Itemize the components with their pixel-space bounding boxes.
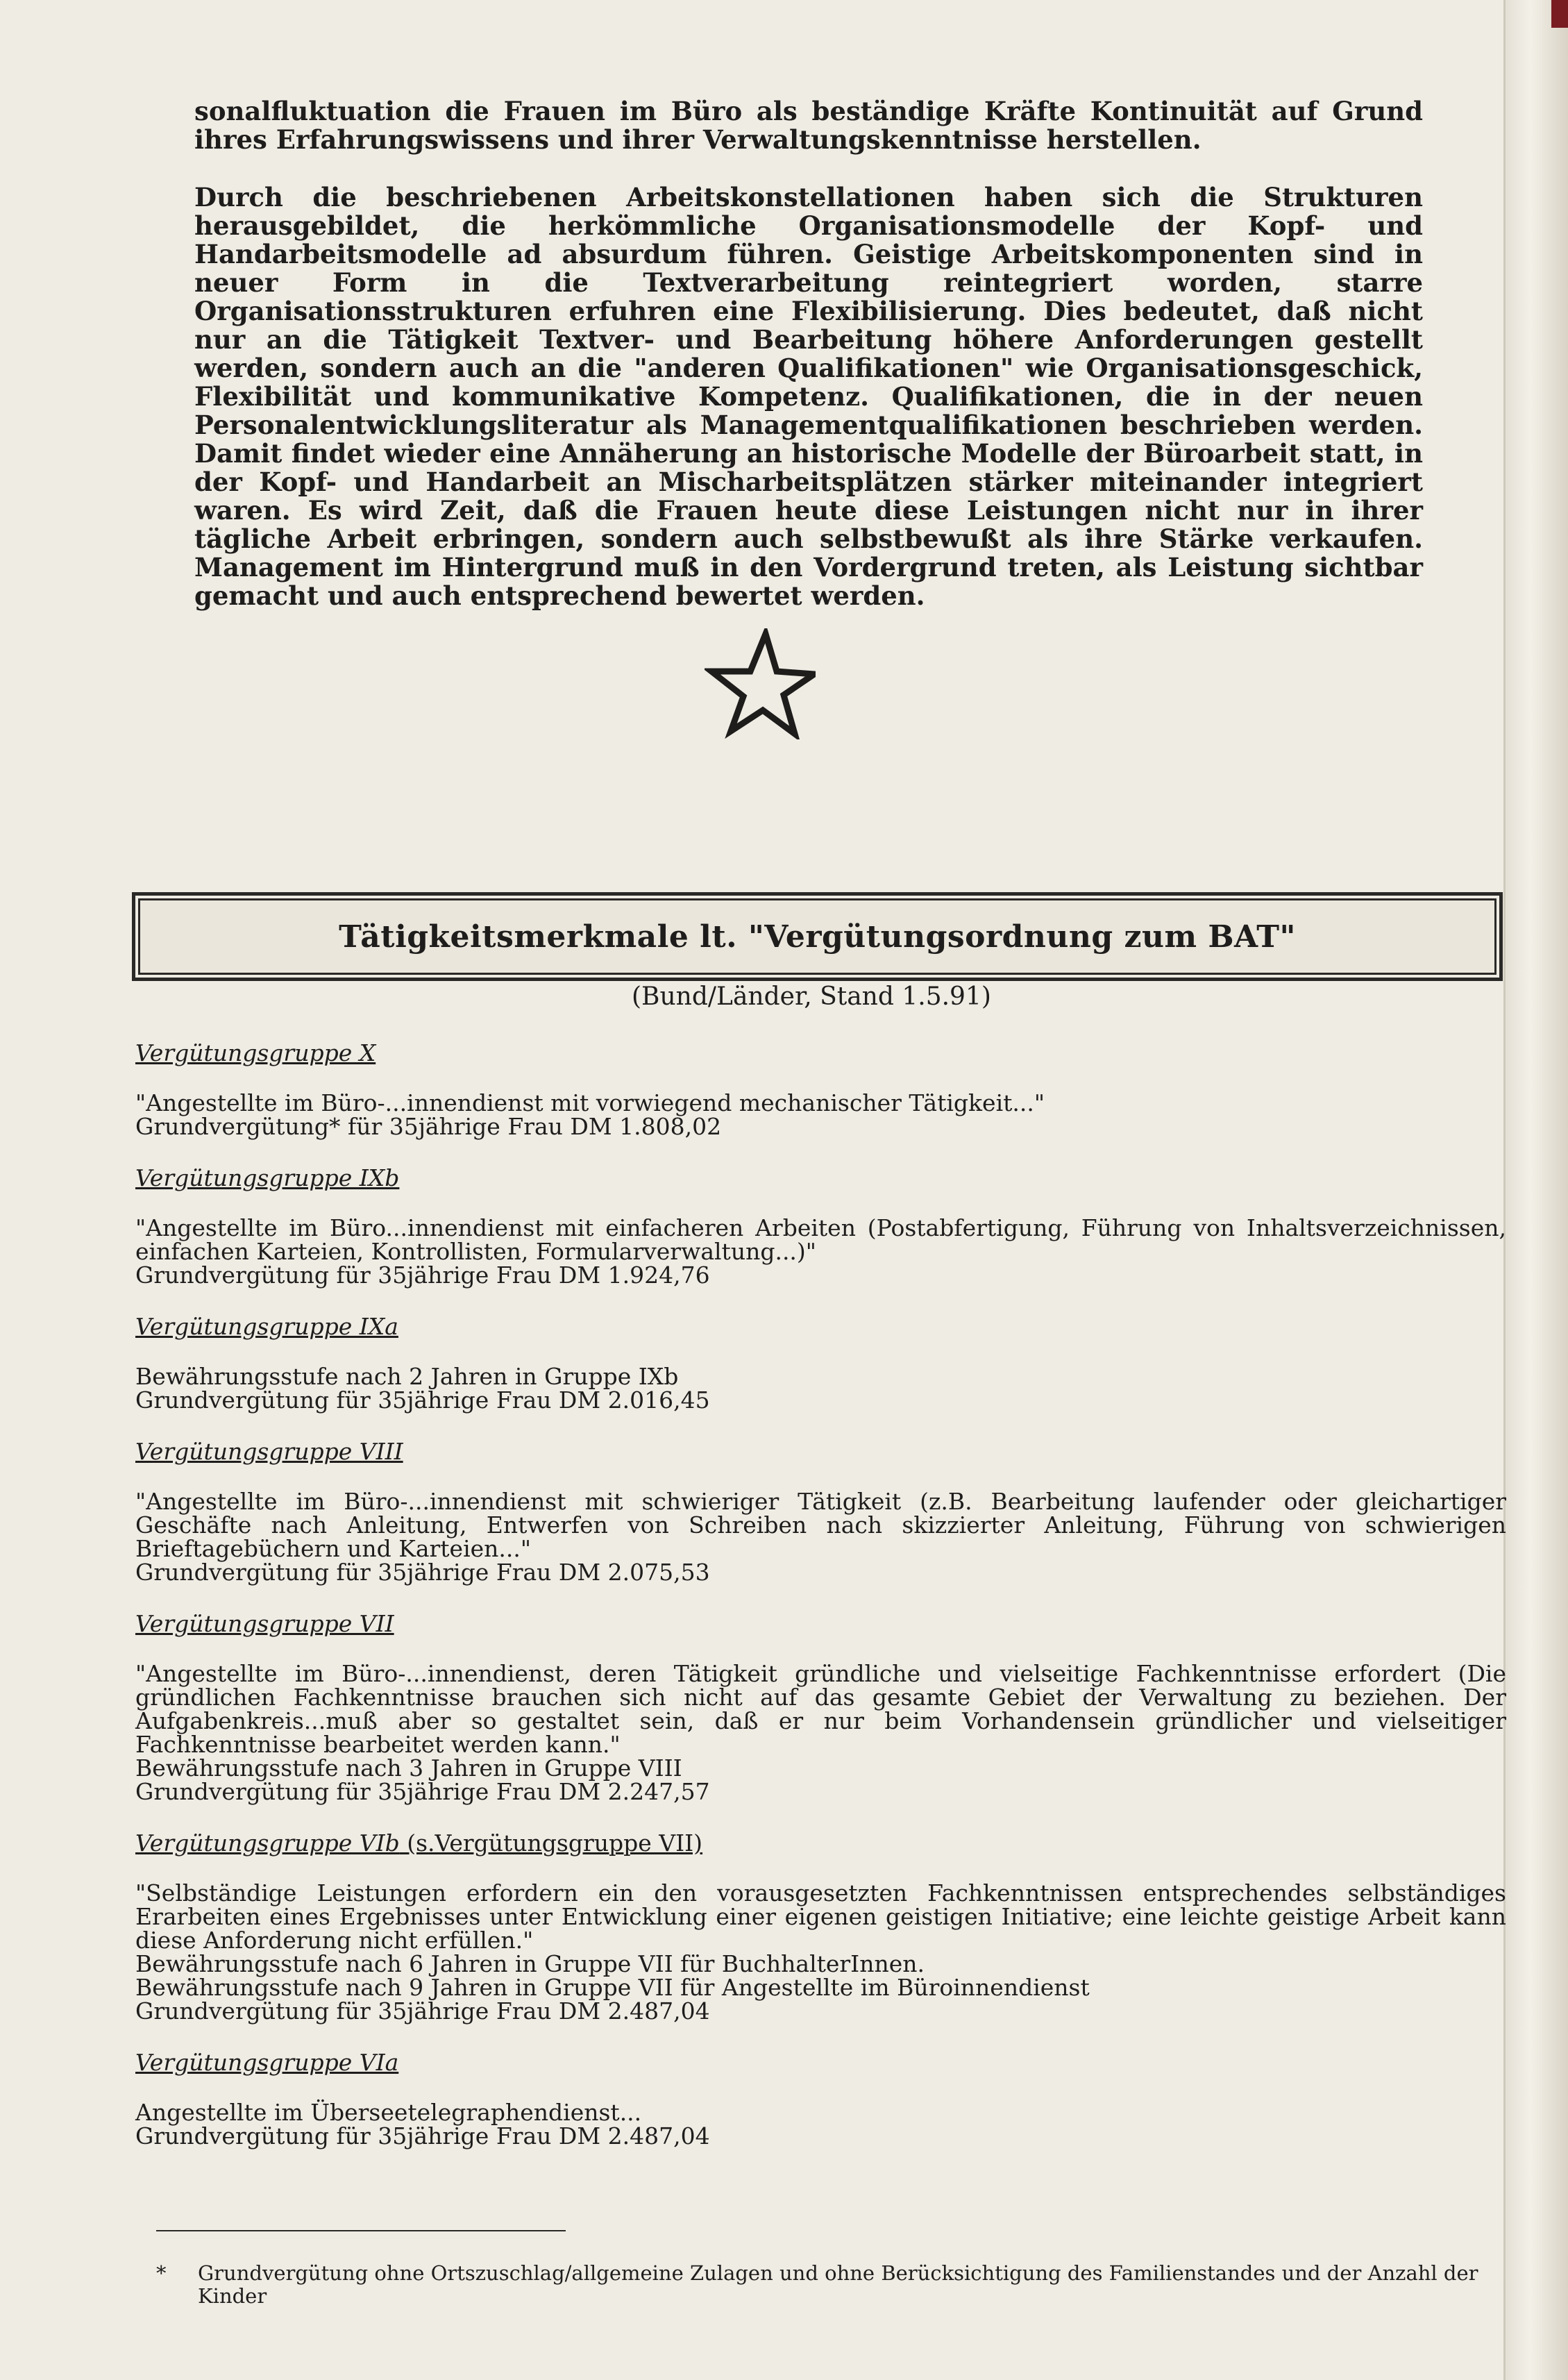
pay-group [135, 1315, 1506, 1412]
pay-group-body [135, 2101, 1506, 2148]
pay-group [135, 1166, 1506, 1287]
footnote-mark: * [156, 2261, 167, 2285]
pay-group-body [135, 1879, 1506, 2025]
intro-text [194, 97, 1423, 639]
pay-group-title: Vergütungsgruppe IXa [135, 1313, 398, 1340]
pay-group-line: Bewährungsstufe nach 3 Jahren in Gruppe VIII [135, 1754, 682, 1782]
intro-paragraph-1: sonalfluktuation die Frauen im Büro als beständige Kräfte Kontinuität auf Grund ihres Erfahrungswissens und ihrer Verwaltungskenntnisse herstellen. [194, 96, 1423, 155]
footnote-divider [156, 2230, 566, 2231]
pay-group-body [135, 1490, 1506, 1584]
pay-group-line: Grundvergütung für 35jährige Frau DM 2.487,04 [135, 1997, 710, 2025]
pay-group [135, 1612, 1506, 1804]
pay-group-heading [135, 1829, 1506, 1857]
pay-group-heading [135, 1440, 1506, 1464]
pay-group-line: "Angestellte im Büro-...innendienst, deren Tätigkeit gründliche und vielseitige Fachkenntnisse erfordert (Die gründlichen Fachkenntnisse brauchen sich nicht auf das gesamte Gebiet der Verwaltung zu beziehen. Der Aufgabenkreis...muß aber so gestaltet sein, daß er nur beim Vorhandensein gründlicher und vielseitiger Fachkenntnisse bearbeitet werden kann." [135, 1660, 1506, 1758]
pay-group-line: Grundvergütung für 35jährige Frau DM 1.924,76 [135, 1262, 710, 1289]
pay-group-body [135, 1365, 1506, 1412]
pay-group-title: Vergütungsgruppe X [135, 1039, 376, 1066]
pay-group-heading [135, 1166, 1506, 1190]
section-subtitle: (Bund/Länder, Stand 1.5.91) [632, 982, 991, 1011]
pay-group [135, 1440, 1506, 1584]
pay-group-line: "Angestellte im Büro-...innendienst mit schwieriger Tätigkeit (z.B. Bearbeitung laufender oder gleichartiger Geschäfte nach Anleitung, Entwerfen von Schreiben nach skizzierter Anleitung, Führung von schwierigen Brieftagebüchern und Karteien..." [135, 1488, 1506, 1562]
pay-group-line: Grundvergütung für 35jährige Frau DM 2.487,04 [135, 2122, 710, 2149]
star-icon [705, 628, 816, 739]
pay-group-title: Vergütungsgruppe VIb [135, 1829, 400, 1857]
pay-group-note: (s.Vergütungsgruppe VII) [399, 1829, 703, 1857]
pay-group [135, 1829, 1506, 2025]
pay-groups-list [135, 1041, 1506, 2176]
section-title-box [132, 892, 1503, 981]
footnote [156, 2262, 1510, 2308]
pay-group-title: Vergütungsgruppe VIII [135, 1438, 403, 1465]
intro-paragraph-2: Durch die beschriebenen Arbeitskonstellationen haben sich die Strukturen herausgebildet, die herkömmliche Organisationsmodelle der Kopf- und Handarbeitsmodelle ad absurdum führen. Geistige Arbeitskomponenten sind in neuer Form in die Textverarbeitung reintegriert worden, starre Organisationsstrukturen erfuhren eine Flexibilisierung. Dies bedeutet, daß nicht nur an die Tätigkeit Textver- und Bearbeitung höhere Anforderungen gestellt werden, sondern auch an die "anderen Qualifikationen" wie Organisationsgeschick, Flexibilität und kommunikative Kompetenz. Qualifikationen, die in der neuen Personalentwicklungsliteratur als Managementqualifikationen beschrieben werden. Damit findet wieder eine Annäherung an historische Modelle der Büroarbeit statt, in der Kopf- und Handarbeit an Mischarbeitsplätzen stärker miteinander integriert waren. Es wird Zeit, daß die Frauen heute diese Leistungen nicht nur in ihrer tägliche Arbeit erbringen, sondern auch selbstbewußt als ihre Stärke verkaufen. Management im Hintergrund muß in den Vordergrund treten, als Leistung sichtbar gemacht und auch entsprechend bewertet werden. [194, 182, 1423, 611]
pay-group-line: Bewährungsstufe nach 2 Jahren in Gruppe IXb [135, 1363, 679, 1390]
pay-group-line: Grundvergütung für 35jährige Frau DM 2.016,45 [135, 1386, 710, 1414]
footnote-text: Grundvergütung ohne Ortszuschlag/allgemeine Zulagen und ohne Berücksichtigung des Familienstandes und der Anzahl der Kinder [198, 2261, 1478, 2308]
pay-group-line: Grundvergütung für 35jährige Frau DM 2.075,53 [135, 1559, 710, 1586]
pay-group-body [135, 1662, 1506, 1804]
pay-group [135, 1041, 1506, 1139]
pay-group-title: Vergütungsgruppe VII [135, 1610, 394, 1637]
pay-group-line: Bewährungsstufe nach 6 Jahren in Gruppe VII für BuchhalterInnen. [135, 1950, 925, 1977]
pay-group-heading [135, 1612, 1506, 1636]
pay-group [135, 2051, 1506, 2148]
pay-group-body [135, 1091, 1506, 1139]
pay-group-heading [135, 1041, 1506, 1065]
pay-group-heading [135, 2051, 1506, 2075]
pay-group-line: Bewährungsstufe nach 9 Jahren in Gruppe VII für Angestellte im Büroinnendienst [135, 1974, 1090, 2001]
pay-group-line: Grundvergütung* für 35jährige Frau DM 1.808,02 [135, 1113, 722, 1140]
section-title: Tätigkeitsmerkmale lt. "Vergütungsordnung zum BAT" [339, 919, 1296, 955]
pay-group-heading [135, 1315, 1506, 1339]
pay-group-title: Vergütungsgruppe IXb [135, 1164, 400, 1191]
pay-group-title: Vergütungsgruppe VIa [135, 2049, 399, 2076]
pay-group-line: "Angestellte im Büro-...innendienst mit vorwiegend mechanischer Tätigkeit..." [135, 1089, 1045, 1116]
bookmark-strip [1551, 0, 1568, 28]
page-edge [1503, 0, 1568, 2380]
pay-group-line: Angestellte im Überseetelegraphendienst... [135, 2099, 642, 2126]
pay-group-line: "Angestellte im Büro...innendienst mit einfacheren Arbeiten (Postabfertigung, Führung von Inhaltsverzeichnissen, einfachen Karteien, Kontrollisten, Formularverwaltung...)" [135, 1214, 1506, 1265]
pay-group-body [135, 1216, 1506, 1287]
pay-group-line: Grundvergütung für 35jährige Frau DM 2.247,57 [135, 1778, 710, 1805]
pay-group-line: "Selbständige Leistungen erfordern ein den vorausgesetzten Fachkenntnissen entsprechendes selbständiges Erarbeiten eines Ergebnisses unter Entwicklung einer eigenen geistigen Initiative; eine leichte geistige Arbeit kann diese Anforderung nicht erfüllen." [135, 1879, 1506, 1954]
